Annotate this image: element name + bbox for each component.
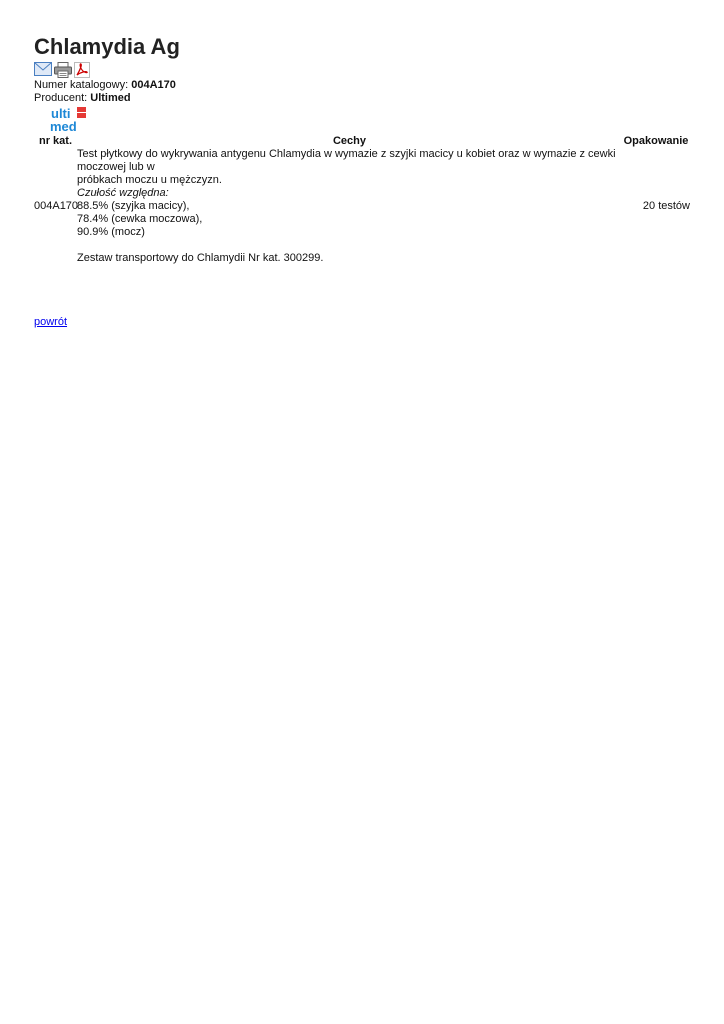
catalog-number-line: [34, 79, 690, 92]
sensitivity-item: 90.9% (mocz): [77, 226, 145, 238]
pdf-icon[interactable]: [74, 62, 92, 78]
email-icon[interactable]: [34, 62, 52, 78]
producer-label: Producent:: [34, 92, 88, 104]
header-cechy: Cechy: [332, 135, 367, 147]
spacer: [77, 239, 622, 252]
sensitivity-item: 88.5% (szyjka macicy),: [77, 200, 190, 212]
catalog-number-value: 004A170: [131, 79, 176, 91]
sensitivity-item: 78.4% (cewka moczowa),: [77, 213, 203, 225]
description-line-1: Test płytkowy do wykrywania antygenu Chlamydia w wymazie z szyjki macicy u kobiet oraz w wymazie z cewki moczowej lub w: [77, 148, 616, 173]
logo-text-top: ulti: [51, 106, 71, 121]
table-header-row: [34, 134, 690, 148]
header-nr-kat: nr kat.: [38, 135, 72, 147]
back-link[interactable]: powrót: [34, 316, 68, 328]
producer-line: [34, 92, 690, 105]
action-icons: [34, 61, 690, 79]
cell-opakowanie: 20 testów: [642, 200, 690, 212]
header-opakowanie: Opakowanie: [623, 135, 689, 147]
producer-logo: [50, 106, 90, 134]
cell-nr-kat: 004A170: [34, 200, 79, 212]
table-row: [34, 148, 690, 265]
page-title: Chlamydia Ag: [34, 34, 180, 59]
print-icon[interactable]: [54, 62, 72, 78]
catalog-number-label: Numer katalogowy:: [34, 79, 129, 91]
cell-cechy: [77, 148, 622, 265]
description-line-2: próbkach moczu u mężczyzn.: [77, 174, 222, 186]
product-page: [34, 34, 690, 328]
logo-text-bottom: med: [50, 119, 77, 134]
sensitivity-label: Czułość względna:: [77, 187, 169, 199]
producer-name: Ultimed: [90, 92, 131, 104]
product-table: [34, 134, 690, 265]
transport-note: Zestaw transportowy do Chlamydii Nr kat. 300299.: [77, 252, 324, 264]
